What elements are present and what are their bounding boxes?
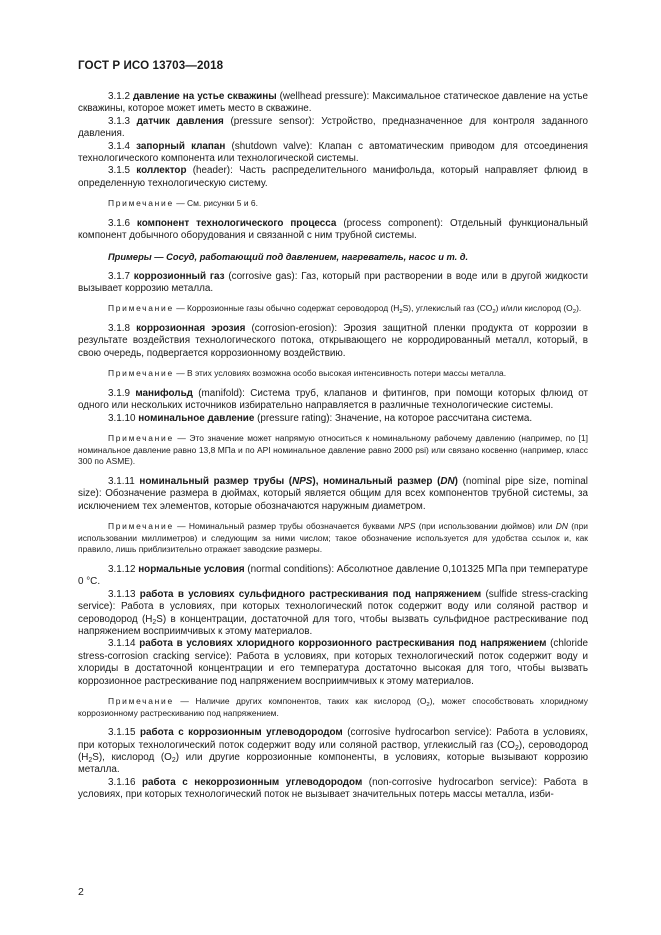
clause-number: 3.1.14	[108, 638, 136, 650]
clause-number: 3.1.12	[108, 563, 136, 575]
term: )	[454, 475, 458, 487]
term: коррозионный газ	[133, 270, 225, 282]
note-3-1-5	[78, 198, 588, 210]
definition-3-1-9	[78, 388, 588, 413]
term: датчик давления	[136, 115, 224, 127]
clause-number: 3.1.5	[108, 165, 130, 177]
definition-text: (wellhead pressure): Максимальное статическое давление на устье скважины, которое может иметь место в скважине.	[78, 91, 588, 115]
definition-3-1-13	[78, 589, 588, 639]
note-text: (при использовании миллиметров) и следующим за ними числом; такое обозначение используется для удобства ссылок и, как правило, лишь приблизительно отражает заводские размеры.	[78, 521, 588, 555]
definition-3-1-11	[78, 476, 588, 513]
term: работа с некоррозионным углеводородом	[142, 776, 363, 788]
note-prefix: Примечание	[108, 521, 174, 532]
definition-3-1-5	[78, 165, 588, 190]
definition-text: (non-corrosive hydrocarbon service): Работа в условиях, при которых технологический поток не вызывает значительных потерь массы металла, изби-	[78, 776, 589, 801]
definition-text: (corrosion-erosion): Эрозия защитной пленки продукта от коррозии в результате воздействия технологического потока, открывающего не корродированный металл, который, в свою очередь, подвергается коррозионному воздействию.	[78, 323, 588, 359]
note-prefix: Примечание	[108, 198, 174, 209]
note-3-1-10	[78, 433, 588, 468]
definition-text: (sulfide stress-cracking service): Работа в условиях, при которых технологический поток содержит воду или соляной раствор и сероводород (H	[78, 588, 589, 625]
clause-number: 3.1.7	[108, 270, 130, 282]
definition-3-1-3	[78, 116, 588, 141]
term: ), номинальный размер (	[312, 475, 441, 487]
definition-3-1-6	[78, 218, 588, 243]
clause-number: 3.1.4	[108, 140, 130, 152]
clause-number: 3.1.2	[108, 91, 130, 102]
definition-text: S), кислород (O	[92, 751, 172, 763]
definition-3-1-16	[78, 777, 588, 802]
subscript: 2	[171, 756, 176, 764]
subscript: 2	[426, 701, 430, 708]
example-3-1-6: Примеры — Сосуд, работающий под давлением, нагреватель, насос и т. д.	[108, 251, 469, 262]
note-3-1-8	[78, 368, 588, 380]
definition-text: (process component): Отдельный функциональный компонент добычного оборудования и связанной с ним трубной системы.	[78, 217, 588, 242]
note-abbrev: DN	[555, 521, 568, 532]
document-body	[78, 91, 588, 802]
term: манифольд	[135, 387, 193, 399]
clause-number: 3.1.6	[108, 217, 130, 229]
definition-3-1-12	[78, 564, 588, 589]
term-abbrev: NPS	[292, 475, 313, 487]
term: номинальный размер трубы (	[139, 475, 293, 487]
note-text: — См. рисунки 5 и 6.	[173, 198, 258, 209]
note-prefix: Примечание	[108, 433, 174, 444]
term: давление на устье скважины	[132, 91, 277, 102]
term: запорный клапан	[136, 140, 226, 152]
note-3-1-11	[78, 521, 588, 556]
note-abbrev: NPS	[398, 521, 416, 532]
note-text: (при использовании дюймов) или	[415, 521, 556, 532]
clause-number: 3.1.11	[108, 475, 135, 487]
definition-3-1-10	[78, 413, 588, 425]
term: работа в условиях хлоридного коррозионного растрескивания под напряжением	[139, 638, 547, 650]
note-prefix: Примечание	[108, 695, 174, 706]
note-text: — Номинальный размер трубы обозначается буквами	[173, 521, 399, 532]
subscript: 2	[88, 756, 93, 764]
subscript: 2	[514, 744, 519, 752]
definition-3-1-7	[78, 271, 588, 296]
definition-3-1-2	[78, 91, 588, 116]
note-text: ), может способствовать хлоридному коррозионному растрескиванию под напряжением.	[78, 695, 588, 718]
note-text: ).	[576, 303, 582, 314]
term: нормальные условия	[138, 563, 245, 575]
definition-text: (normal conditions): Абсолютное давление 0,101325 МПа при температуре 0 °С.	[78, 563, 588, 588]
definition-text: (chloride stress-corrosion cracking service): Работа в условиях, при которых технологический поток содержит воду и хлориды в достаточной концентрации и его температура достаточно высокая для того, чтобы вызвать коррозионное растрескивание под напряжением восприимчивых к этому материалов.	[78, 638, 588, 687]
definition-text: ) или другие коррозионные компоненты, в условиях, которые вызывают коррозию металла.	[78, 751, 588, 776]
clause-number: 3.1.8	[108, 323, 130, 335]
page-number: 2	[78, 886, 84, 898]
definition-text: (pressure rating): Значение, на которое рассчитана система.	[254, 412, 533, 424]
note-text: — В этих условиях возможна особо высокая интенсивность потери массы металла.	[173, 368, 507, 379]
definition-text: (manifold): Система труб, клапанов и фитингов, при помощи которых флюид от одного или нескольких источников избирательно направляется в различные технологические системы.	[78, 387, 588, 412]
definition-text: (nominal pipe size, nominal size): Обозначение размера в дюймах, который является общим для всех компонентов трубной системы, за исключением тех элементов, которые обозначаются наружным диаметром.	[78, 475, 588, 512]
definition-text: (shutdown valve): Клапан с автоматическим приводом для отсоединения технологического компонента или технологической системы.	[78, 140, 588, 165]
note-text: ) и/или кислород (O	[495, 303, 573, 314]
definition-3-1-15	[78, 727, 588, 777]
note-3-1-7	[78, 303, 588, 315]
definition-text: S) в концентрации, достаточной для того, чтобы вызвать сульфидное растрескивание под напряжением восприимчивых к этому материалов.	[78, 613, 588, 637]
term: коррозионная эрозия	[136, 323, 246, 335]
term: номинальное давление	[138, 412, 255, 424]
note-text: S), углекислый газ (CO	[402, 303, 493, 314]
definition-text: (corrosive gas): Газ, который при растворении в воде или в другой жидкости вызывает коррозию металла.	[78, 270, 588, 295]
clause-number: 3.1.15	[108, 727, 136, 739]
subscript: 2	[399, 309, 403, 316]
definition-text: ), сероводород (H	[78, 739, 589, 763]
note-prefix: Примечание	[108, 303, 174, 314]
term-abbrev: DN	[440, 475, 455, 487]
clause-number: 3.1.9	[108, 387, 130, 399]
document-header: ГОСТ Р ИСО 13703—2018	[78, 59, 224, 72]
clause-number: 3.1.10	[108, 412, 136, 424]
clause-number: 3.1.3	[108, 115, 130, 127]
term: компонент технологического процесса	[136, 217, 337, 229]
definition-text: (header): Часть распределительного манифольда, который направляет флюид в определенную технологическую систему.	[78, 165, 589, 189]
subscript: 2	[572, 309, 577, 316]
note-prefix: Примечание	[108, 368, 174, 379]
clause-number: 3.1.13	[108, 588, 136, 600]
note-text: — Это значение может напрямую относиться к номинальному рабочему давлению (например, по [1] номинальное давление равно 13,8 МПа и по API номинальное давление равно 2000 psi) или связано косвенно (например, класс 300 по ASME).	[78, 433, 588, 467]
term: работа в условиях сульфидного растрескивания под напряжением	[139, 588, 482, 600]
definition-3-1-14	[78, 638, 588, 688]
term: коллектор	[136, 165, 187, 177]
subscript: 2	[152, 618, 157, 626]
clause-number: 3.1.16	[108, 776, 136, 788]
definition-text: (corrosive hydrocarbon service): Работа в условиях, при которых технологический поток содержит воду или соляной раствор, углекислый газ (CO	[78, 727, 588, 751]
subscript: 2	[492, 309, 496, 316]
term: работа с коррозионным углеводородом	[139, 727, 343, 739]
note-text: — Коррозионные газы обычно содержат сероводород (H	[173, 303, 400, 314]
definition-3-1-8	[78, 323, 588, 360]
definition-3-1-4	[78, 141, 588, 166]
definition-text: (pressure sensor): Устройство, предназначенное для контроля заданного давления.	[78, 115, 589, 140]
note-text: — Наличие других компонентов, таких как кислород (O	[173, 695, 427, 706]
note-3-1-14	[78, 696, 588, 719]
